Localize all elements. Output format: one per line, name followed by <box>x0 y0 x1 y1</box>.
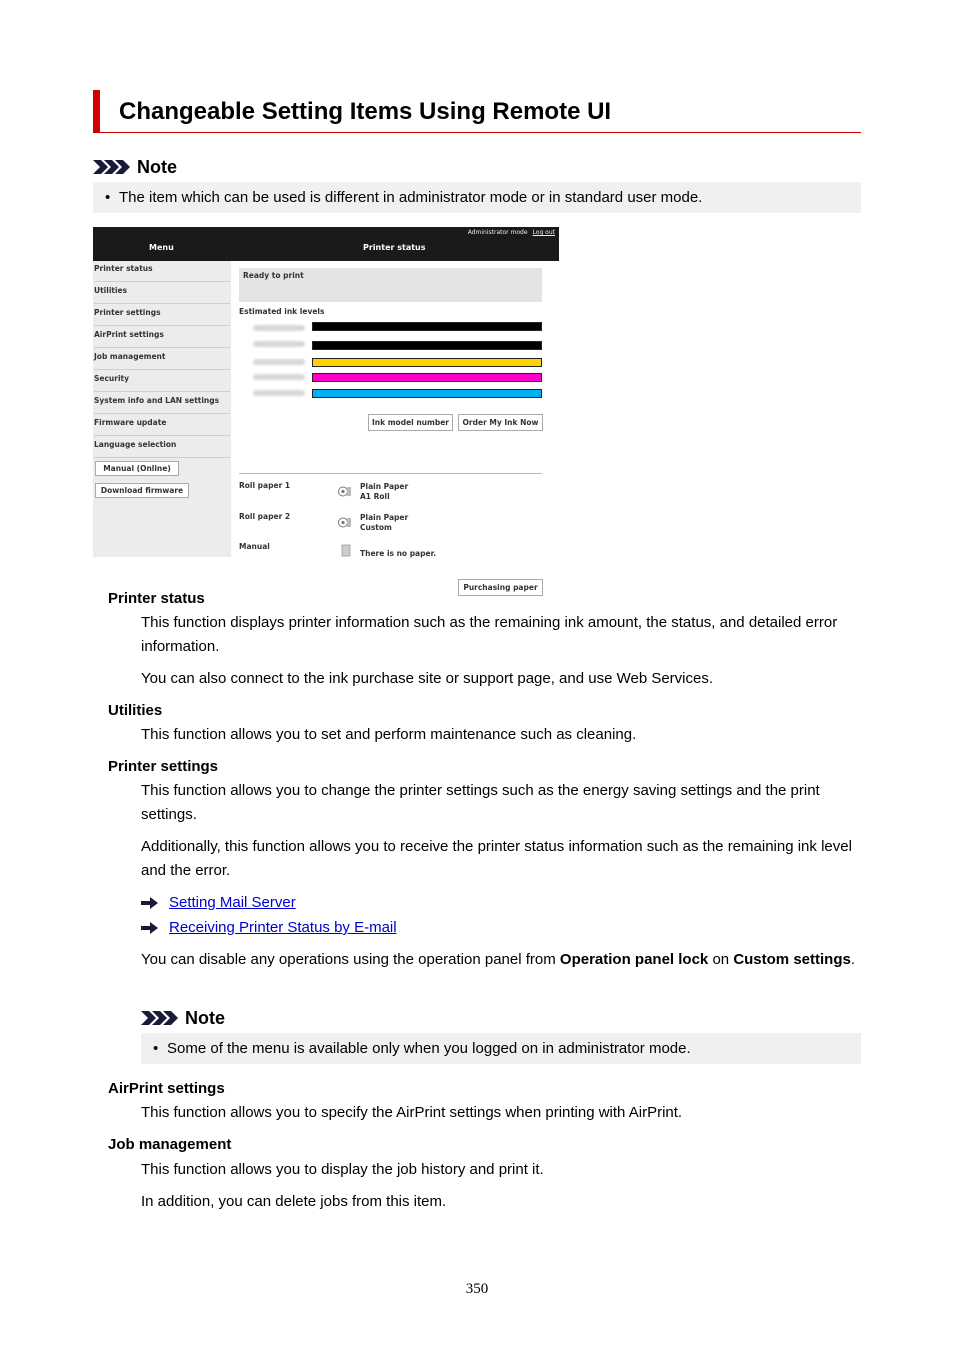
bold-term: Custom settings <box>733 951 851 968</box>
printer-settings-desc-2: Additionally, this function allows you to receive the printer status information such as the remaining ink level and the error. <box>141 838 852 879</box>
text-run: You can disable any operations using the operation panel from <box>141 951 560 968</box>
roll2-paper <box>360 513 408 533</box>
ink-model-blurred <box>253 325 305 331</box>
menu-item-airprint[interactable]: AirPrint settings <box>94 327 230 348</box>
note-text: Some of the menu is available only when you logged on in administrator mode. <box>167 1040 691 1057</box>
ink-level-fill <box>313 359 541 366</box>
screenshot-header-bar <box>93 227 559 261</box>
ready-status-box <box>239 268 542 302</box>
menu-item-firmware-update[interactable]: Firmware update <box>94 415 230 436</box>
printer-status-desc-2: You can also connect to the ink purchase site or support page, and use Web Services. <box>141 670 714 687</box>
title-accent-bar <box>93 90 100 133</box>
manual-paper-text: There is no paper. <box>360 549 437 558</box>
note-bullet: • <box>105 189 111 206</box>
job-management-desc-2: In addition, you can delete jobs from this item. <box>141 1193 447 1210</box>
note-label: Note <box>137 157 177 177</box>
page-title: Changeable Setting Items Using Remote UI <box>119 98 612 125</box>
menu-item-system-info[interactable]: System info and LAN settings <box>94 393 230 414</box>
menu-item-printer-settings[interactable]: Printer settings <box>94 305 230 326</box>
arrow-right-icon <box>141 922 159 934</box>
setting-mail-server-link[interactable]: Setting Mail Server <box>169 894 296 911</box>
manual-label: Manual <box>239 542 270 551</box>
admin-mode-text: Administrator mode <box>467 229 528 236</box>
job-management-desc: This function allows you to display the job history and print it. <box>141 1161 544 1178</box>
utilities-desc: This function allows you to set and perform maintenance such as cleaning. <box>141 726 637 743</box>
note-heading <box>141 1007 225 1029</box>
ink-bar-magenta <box>312 373 542 382</box>
menu-header: Menu <box>149 243 174 252</box>
screenshot-sidebar <box>93 261 231 557</box>
link-row <box>141 891 296 915</box>
ink-bar-black-1 <box>312 322 542 331</box>
ink-bar-black-2 <box>312 341 542 350</box>
manual-paper-icon <box>340 545 354 556</box>
ink-model-number-button[interactable]: Ink model number <box>368 414 453 431</box>
airprint-desc: This function allows you to specify the AirPrint settings when printing with AirPrint. <box>141 1104 683 1121</box>
printer-settings-desc: This function allows you to change the printer settings such as the energy saving settings and the print settings. <box>141 782 820 823</box>
ready-text: Ready to print <box>243 271 304 280</box>
roll2-paper-size: Custom <box>360 523 392 532</box>
menu-item-utilities[interactable]: Utilities <box>94 283 230 304</box>
page-number: 350 <box>465 1281 489 1297</box>
roll2-label: Roll paper 2 <box>239 512 291 521</box>
note-chevrons-icon <box>141 1009 179 1027</box>
ink-model-blurred <box>253 359 305 365</box>
ink-bar-yellow <box>312 358 542 367</box>
text-run: . <box>850 951 855 968</box>
roll1-label: Roll paper 1 <box>239 481 291 490</box>
menu-item-printer-status[interactable]: Printer status <box>94 261 230 282</box>
order-ink-button[interactable]: Order My Ink Now <box>458 414 543 431</box>
operation-panel-lock-desc <box>141 948 856 972</box>
roll1-paper-type: Plain Paper <box>360 482 409 491</box>
ink-level-fill <box>313 390 541 397</box>
ink-level-fill <box>313 374 541 381</box>
note-text: The item which can be used is different in administrator mode or in standard user mode. <box>119 189 703 206</box>
remote-ui-screenshot <box>93 227 559 592</box>
manual-online-button[interactable]: Manual (Online) <box>95 461 179 476</box>
title-underline <box>100 132 861 133</box>
note-box <box>93 182 861 213</box>
admin-mode-area <box>468 229 555 236</box>
note-box <box>141 1033 861 1064</box>
ink-bar-cyan <box>312 389 542 398</box>
term-printer-status: Printer status <box>108 590 205 607</box>
roll2-paper-type: Plain Paper <box>360 513 409 522</box>
note-bullet: • <box>153 1040 159 1057</box>
text-run: on <box>708 951 734 968</box>
roll-paper-icon <box>338 517 352 528</box>
note-chevrons-icon <box>93 158 131 176</box>
term-utilities: Utilities <box>108 702 163 719</box>
purchasing-paper-button[interactable]: Purchasing paper <box>458 579 543 596</box>
ink-model-blurred <box>253 374 305 380</box>
roll1-paper <box>360 482 408 502</box>
term-job-management: Job management <box>108 1136 232 1153</box>
note-heading <box>93 156 177 178</box>
menu-item-language[interactable]: Language selection <box>94 437 230 458</box>
divider <box>239 473 542 474</box>
arrow-right-icon <box>141 897 159 909</box>
status-header: Printer status <box>363 243 426 252</box>
ink-model-blurred <box>253 341 305 347</box>
ink-level-fill <box>313 323 541 330</box>
note-label: Note <box>185 1008 225 1028</box>
menu-item-security[interactable]: Security <box>94 371 230 392</box>
bold-term: Operation panel lock <box>559 951 709 968</box>
receiving-status-email-link[interactable]: Receiving Printer Status by E-mail <box>169 919 397 936</box>
printer-status-desc: This function displays printer information such as the remaining ink amount, the status, and detailed error information. <box>141 614 838 655</box>
download-firmware-button[interactable]: Download firmware <box>95 483 189 498</box>
term-printer-settings: Printer settings <box>108 758 219 775</box>
roll1-paper-size: A1 Roll <box>360 492 390 501</box>
menu-item-job-management[interactable]: Job management <box>94 349 230 370</box>
screenshot-main-panel <box>231 261 559 592</box>
term-airprint: AirPrint settings <box>108 1080 225 1097</box>
link-row <box>141 916 397 940</box>
ink-levels-heading: Estimated ink levels <box>239 307 325 316</box>
ink-model-blurred <box>253 390 305 396</box>
ink-level-fill <box>313 342 541 349</box>
logout-link[interactable]: Log out <box>532 229 555 236</box>
roll-paper-icon <box>338 486 352 497</box>
